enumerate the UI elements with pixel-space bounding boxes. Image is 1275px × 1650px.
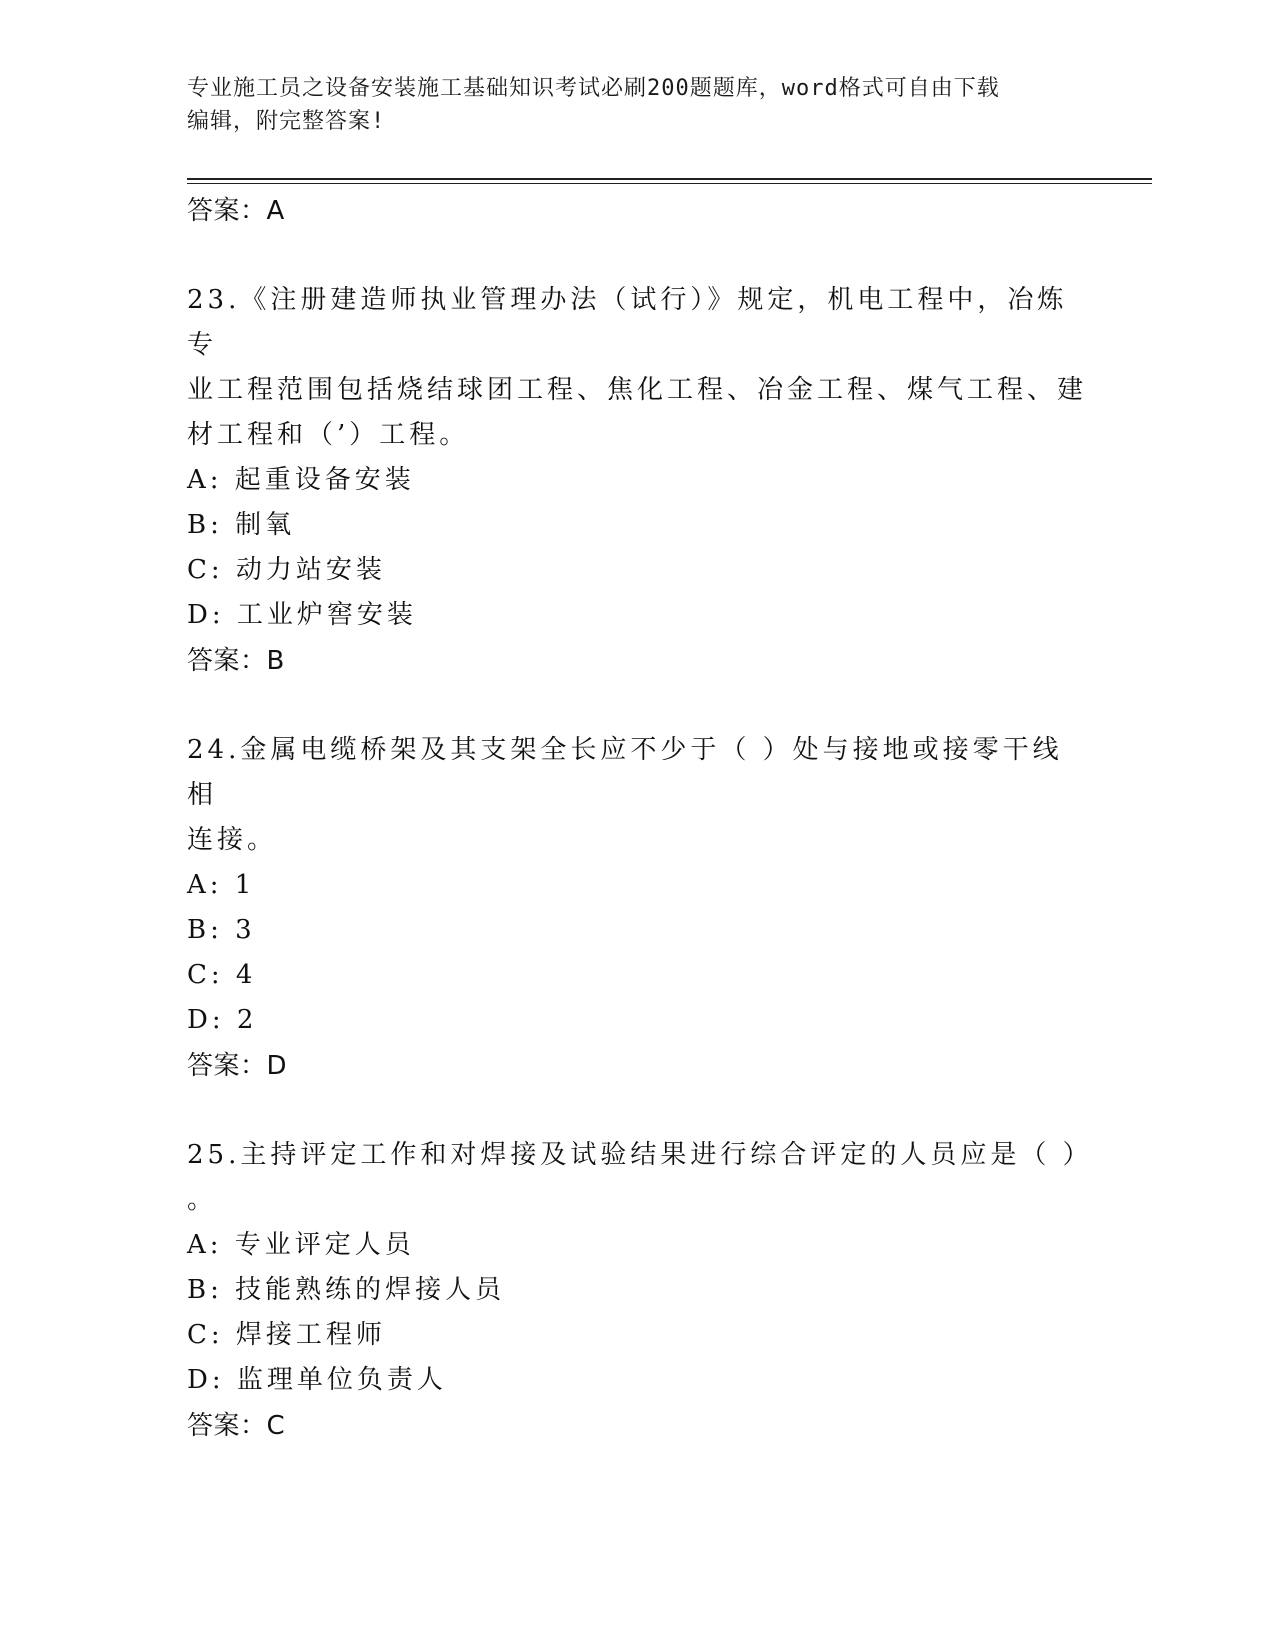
header-divider-thick [187,178,1152,180]
option-b: B: 制氧 [187,510,296,540]
question-line: 材工程和（’）工程。 [187,420,470,450]
option-b: B: 3 [187,915,256,945]
option-c: C: 焊接工程师 [187,1320,386,1350]
answer-line: 答案：B [187,646,285,676]
option-list [187,863,1087,1043]
option-list [187,458,1087,638]
question-line: 23.《注册建造师执业管理办法（试行）》规定，机电工程中，冶炼专 [187,285,1068,360]
option-d: D: 工业炉窖安装 [187,600,417,630]
option-c: C: 4 [187,960,257,990]
header-line-1: 专业施工员之设备安装施工基础知识考试必刷200题题库，word格式可自由下载 [187,76,1000,101]
option-d: D: 2 [187,1005,258,1035]
option-c: C: 动力站安装 [187,555,386,585]
option-list [187,1223,1087,1403]
option-a: A: 专业评定人员 [187,1230,415,1260]
option-d: D: 监理单位负责人 [187,1365,447,1395]
question-text [187,1133,1093,1223]
question-block [187,1133,1093,1449]
question-line: 。 [187,1185,218,1215]
option-a: A: 1 [187,870,256,900]
question-line: 24.金属电缆桥架及其支架全长应不少于（ ）处与接地或接零干线相 [187,735,1063,810]
question-block [187,278,1087,684]
question-line: 业工程范围包括烧结球团工程、焦化工程、冶金工程、煤气工程、建 [187,375,1088,405]
answer-line: 答案：C [187,1411,286,1441]
header-divider-thin [187,183,1152,184]
answer-line: 答案：A [187,196,285,226]
question-text [187,728,1087,863]
option-a: A: 起重设备安装 [187,465,415,495]
question-text [187,278,1087,458]
question-line: 连接。 [187,825,278,855]
answer-line: 答案：D [187,1051,288,1081]
document-header [187,72,1077,138]
header-line-2: 编辑，附完整答案! [187,109,386,134]
question-line: 25.主持评定工作和对焊接及试验结果进行综合评定的人员应是（ ） [187,1140,1093,1170]
document-content [187,188,1093,1449]
option-b: B: 技能熟练的焊接人员 [187,1275,506,1305]
question-block [187,728,1087,1089]
